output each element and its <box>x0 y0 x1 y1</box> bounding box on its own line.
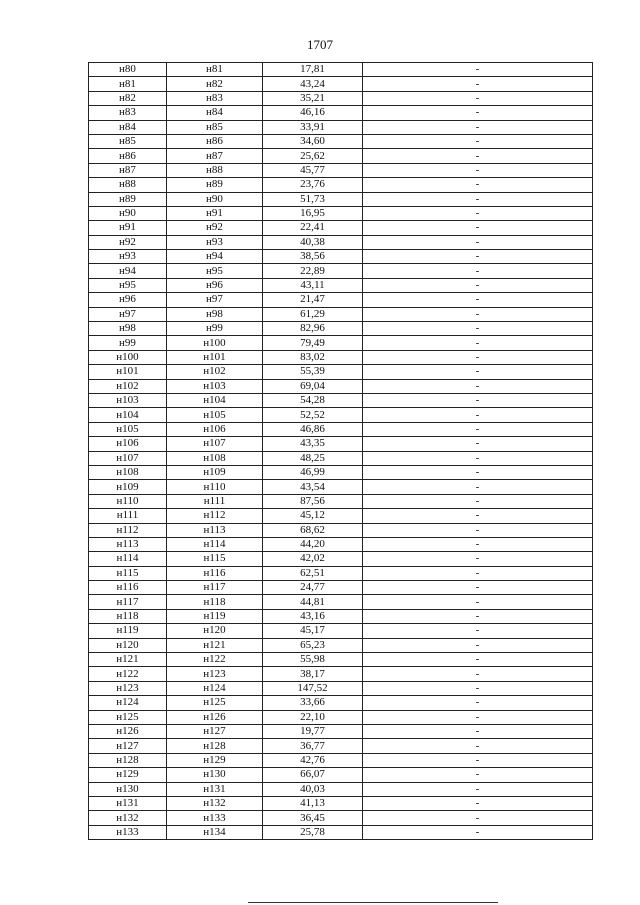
point-from-cell: н120 <box>89 638 167 652</box>
note-cell: - <box>363 63 593 77</box>
point-from-cell: н124 <box>89 696 167 710</box>
point-to-cell: н121 <box>167 638 263 652</box>
note-cell: - <box>363 465 593 479</box>
distance-cell: 46,86 <box>263 422 363 436</box>
note-cell: - <box>363 264 593 278</box>
note-cell: - <box>363 365 593 379</box>
note-cell: - <box>363 796 593 810</box>
distance-cell: 44,20 <box>263 537 363 551</box>
note-cell: - <box>363 667 593 681</box>
point-to-cell: н131 <box>167 782 263 796</box>
table-row <box>89 552 593 566</box>
point-to-cell: н104 <box>167 393 263 407</box>
note-cell: - <box>363 509 593 523</box>
note-cell: - <box>363 120 593 134</box>
table-row <box>89 322 593 336</box>
note-cell: - <box>363 638 593 652</box>
table-row <box>89 379 593 393</box>
point-from-cell: н94 <box>89 264 167 278</box>
note-cell: - <box>363 336 593 350</box>
note-cell: - <box>363 494 593 508</box>
point-to-cell: н125 <box>167 696 263 710</box>
distance-cell: 43,35 <box>263 437 363 451</box>
note-cell: - <box>363 322 593 336</box>
boundary-points-table <box>88 62 593 840</box>
distance-cell: 43,54 <box>263 480 363 494</box>
point-from-cell: н128 <box>89 753 167 767</box>
table-row <box>89 163 593 177</box>
table-row <box>89 120 593 134</box>
distance-cell: 41,13 <box>263 796 363 810</box>
distance-cell: 68,62 <box>263 523 363 537</box>
table-row <box>89 724 593 738</box>
footer-rule <box>248 902 498 903</box>
point-from-cell: н110 <box>89 494 167 508</box>
distance-cell: 66,07 <box>263 768 363 782</box>
point-from-cell: н111 <box>89 509 167 523</box>
point-from-cell: н126 <box>89 724 167 738</box>
table-row <box>89 494 593 508</box>
distance-cell: 21,47 <box>263 293 363 307</box>
note-cell: - <box>363 149 593 163</box>
point-from-cell: н89 <box>89 192 167 206</box>
point-to-cell: н88 <box>167 163 263 177</box>
point-to-cell: н109 <box>167 465 263 479</box>
table-row <box>89 768 593 782</box>
point-to-cell: н108 <box>167 451 263 465</box>
point-from-cell: н122 <box>89 667 167 681</box>
table-row <box>89 782 593 796</box>
table-row <box>89 451 593 465</box>
distance-cell: 22,41 <box>263 221 363 235</box>
note-cell: - <box>363 221 593 235</box>
note-cell: - <box>363 408 593 422</box>
note-cell: - <box>363 566 593 580</box>
point-from-cell: н80 <box>89 63 167 77</box>
table-row <box>89 566 593 580</box>
table-row <box>89 480 593 494</box>
point-to-cell: н99 <box>167 322 263 336</box>
distance-cell: 46,16 <box>263 106 363 120</box>
point-to-cell: н87 <box>167 149 263 163</box>
point-from-cell: н83 <box>89 106 167 120</box>
distance-cell: 40,03 <box>263 782 363 796</box>
point-from-cell: н102 <box>89 379 167 393</box>
point-from-cell: н88 <box>89 178 167 192</box>
table-row <box>89 293 593 307</box>
table-row <box>89 134 593 148</box>
distance-cell: 43,24 <box>263 77 363 91</box>
point-from-cell: н82 <box>89 91 167 105</box>
distance-cell: 52,52 <box>263 408 363 422</box>
point-to-cell: н107 <box>167 437 263 451</box>
distance-cell: 36,77 <box>263 739 363 753</box>
distance-cell: 43,11 <box>263 278 363 292</box>
point-to-cell: н95 <box>167 264 263 278</box>
table-row <box>89 264 593 278</box>
distance-cell: 147,52 <box>263 681 363 695</box>
point-to-cell: н110 <box>167 480 263 494</box>
note-cell: - <box>363 178 593 192</box>
point-to-cell: н89 <box>167 178 263 192</box>
distance-cell: 33,91 <box>263 120 363 134</box>
table-row <box>89 696 593 710</box>
point-to-cell: н91 <box>167 206 263 220</box>
note-cell: - <box>363 106 593 120</box>
note-cell: - <box>363 537 593 551</box>
point-from-cell: н125 <box>89 710 167 724</box>
distance-cell: 45,77 <box>263 163 363 177</box>
point-from-cell: н98 <box>89 322 167 336</box>
table-row <box>89 638 593 652</box>
point-from-cell: н132 <box>89 811 167 825</box>
table-row <box>89 307 593 321</box>
note-cell: - <box>363 91 593 105</box>
point-to-cell: н81 <box>167 63 263 77</box>
note-cell: - <box>363 825 593 839</box>
distance-cell: 45,17 <box>263 624 363 638</box>
point-to-cell: н117 <box>167 581 263 595</box>
table-row <box>89 437 593 451</box>
distance-cell: 17,81 <box>263 63 363 77</box>
note-cell: - <box>363 350 593 364</box>
note-cell: - <box>363 811 593 825</box>
point-from-cell: н84 <box>89 120 167 134</box>
note-cell: - <box>363 134 593 148</box>
distance-cell: 24,77 <box>263 581 363 595</box>
distance-cell: 83,02 <box>263 350 363 364</box>
table-row <box>89 537 593 551</box>
note-cell: - <box>363 523 593 537</box>
point-to-cell: н100 <box>167 336 263 350</box>
distance-cell: 87,56 <box>263 494 363 508</box>
point-from-cell: н117 <box>89 595 167 609</box>
point-to-cell: н134 <box>167 825 263 839</box>
distance-cell: 42,02 <box>263 552 363 566</box>
note-cell: - <box>363 739 593 753</box>
point-from-cell: н85 <box>89 134 167 148</box>
table-row <box>89 106 593 120</box>
table-row <box>89 393 593 407</box>
distance-cell: 51,73 <box>263 192 363 206</box>
note-cell: - <box>363 768 593 782</box>
distance-cell: 38,17 <box>263 667 363 681</box>
point-to-cell: н105 <box>167 408 263 422</box>
point-from-cell: н101 <box>89 365 167 379</box>
distance-cell: 45,12 <box>263 509 363 523</box>
point-to-cell: н130 <box>167 768 263 782</box>
distance-cell: 44,81 <box>263 595 363 609</box>
point-from-cell: н115 <box>89 566 167 580</box>
point-from-cell: н99 <box>89 336 167 350</box>
point-from-cell: н81 <box>89 77 167 91</box>
note-cell: - <box>363 681 593 695</box>
table-row <box>89 278 593 292</box>
point-to-cell: н126 <box>167 710 263 724</box>
table-row <box>89 739 593 753</box>
table-row <box>89 825 593 839</box>
point-from-cell: н87 <box>89 163 167 177</box>
distance-cell: 61,29 <box>263 307 363 321</box>
point-from-cell: н105 <box>89 422 167 436</box>
table-row <box>89 811 593 825</box>
point-from-cell: н129 <box>89 768 167 782</box>
point-to-cell: н113 <box>167 523 263 537</box>
point-from-cell: н96 <box>89 293 167 307</box>
point-from-cell: н121 <box>89 653 167 667</box>
point-from-cell: н123 <box>89 681 167 695</box>
point-from-cell: н90 <box>89 206 167 220</box>
point-to-cell: н93 <box>167 235 263 249</box>
point-from-cell: н118 <box>89 609 167 623</box>
point-to-cell: н101 <box>167 350 263 364</box>
note-cell: - <box>363 250 593 264</box>
point-to-cell: н128 <box>167 739 263 753</box>
note-cell: - <box>363 552 593 566</box>
table-row <box>89 609 593 623</box>
point-from-cell: н104 <box>89 408 167 422</box>
note-cell: - <box>363 451 593 465</box>
point-from-cell: н130 <box>89 782 167 796</box>
point-to-cell: н119 <box>167 609 263 623</box>
point-from-cell: н103 <box>89 393 167 407</box>
distance-cell: 65,23 <box>263 638 363 652</box>
distance-cell: 46,99 <box>263 465 363 479</box>
distance-cell: 55,39 <box>263 365 363 379</box>
distance-cell: 69,04 <box>263 379 363 393</box>
table-row <box>89 681 593 695</box>
point-from-cell: н116 <box>89 581 167 595</box>
point-to-cell: н115 <box>167 552 263 566</box>
point-from-cell: н106 <box>89 437 167 451</box>
point-to-cell: н122 <box>167 653 263 667</box>
point-to-cell: н84 <box>167 106 263 120</box>
table-row <box>89 653 593 667</box>
note-cell: - <box>363 724 593 738</box>
point-from-cell: н92 <box>89 235 167 249</box>
distance-cell: 38,56 <box>263 250 363 264</box>
note-cell: - <box>363 696 593 710</box>
note-cell: - <box>363 609 593 623</box>
point-to-cell: н116 <box>167 566 263 580</box>
point-to-cell: н86 <box>167 134 263 148</box>
distance-cell: 48,25 <box>263 451 363 465</box>
table-row <box>89 796 593 810</box>
table-row <box>89 365 593 379</box>
table-row <box>89 250 593 264</box>
point-to-cell: н124 <box>167 681 263 695</box>
distance-cell: 22,10 <box>263 710 363 724</box>
table-row <box>89 221 593 235</box>
note-cell: - <box>363 753 593 767</box>
distance-cell: 36,45 <box>263 811 363 825</box>
distance-cell: 25,62 <box>263 149 363 163</box>
note-cell: - <box>363 235 593 249</box>
table-row <box>89 149 593 163</box>
table-row <box>89 408 593 422</box>
distance-cell: 82,96 <box>263 322 363 336</box>
point-to-cell: н85 <box>167 120 263 134</box>
note-cell: - <box>363 422 593 436</box>
point-to-cell: н114 <box>167 537 263 551</box>
point-from-cell: н91 <box>89 221 167 235</box>
table-row <box>89 336 593 350</box>
table-body <box>89 63 593 840</box>
distance-cell: 25,78 <box>263 825 363 839</box>
note-cell: - <box>363 293 593 307</box>
point-to-cell: н132 <box>167 796 263 810</box>
note-cell: - <box>363 379 593 393</box>
point-to-cell: н83 <box>167 91 263 105</box>
point-from-cell: н100 <box>89 350 167 364</box>
distance-cell: 54,28 <box>263 393 363 407</box>
point-to-cell: н120 <box>167 624 263 638</box>
point-to-cell: н133 <box>167 811 263 825</box>
point-to-cell: н82 <box>167 77 263 91</box>
point-to-cell: н94 <box>167 250 263 264</box>
distance-cell: 55,98 <box>263 653 363 667</box>
point-from-cell: н86 <box>89 149 167 163</box>
distance-cell: 23,76 <box>263 178 363 192</box>
table-row <box>89 235 593 249</box>
point-from-cell: н114 <box>89 552 167 566</box>
point-to-cell: н112 <box>167 509 263 523</box>
point-from-cell: н95 <box>89 278 167 292</box>
point-to-cell: н97 <box>167 293 263 307</box>
distance-cell: 62,51 <box>263 566 363 580</box>
point-to-cell: н90 <box>167 192 263 206</box>
point-to-cell: н129 <box>167 753 263 767</box>
point-to-cell: н96 <box>167 278 263 292</box>
point-from-cell: н107 <box>89 451 167 465</box>
table-row <box>89 178 593 192</box>
point-from-cell: н113 <box>89 537 167 551</box>
table-row <box>89 206 593 220</box>
note-cell: - <box>363 307 593 321</box>
table-row <box>89 523 593 537</box>
distance-cell: 79,49 <box>263 336 363 350</box>
table-row <box>89 753 593 767</box>
note-cell: - <box>363 192 593 206</box>
note-cell: - <box>363 595 593 609</box>
table-row <box>89 63 593 77</box>
table-row <box>89 350 593 364</box>
table-row <box>89 77 593 91</box>
distance-cell: 22,89 <box>263 264 363 278</box>
point-from-cell: н109 <box>89 480 167 494</box>
note-cell: - <box>363 77 593 91</box>
point-to-cell: н92 <box>167 221 263 235</box>
note-cell: - <box>363 710 593 724</box>
point-from-cell: н108 <box>89 465 167 479</box>
distance-cell: 43,16 <box>263 609 363 623</box>
point-from-cell: н127 <box>89 739 167 753</box>
table-row <box>89 710 593 724</box>
point-to-cell: н127 <box>167 724 263 738</box>
note-cell: - <box>363 278 593 292</box>
point-to-cell: н111 <box>167 494 263 508</box>
distance-cell: 33,66 <box>263 696 363 710</box>
point-from-cell: н133 <box>89 825 167 839</box>
distance-cell: 40,38 <box>263 235 363 249</box>
note-cell: - <box>363 393 593 407</box>
point-to-cell: н118 <box>167 595 263 609</box>
point-to-cell: н98 <box>167 307 263 321</box>
note-cell: - <box>363 437 593 451</box>
note-cell: - <box>363 624 593 638</box>
note-cell: - <box>363 480 593 494</box>
table-row <box>89 667 593 681</box>
note-cell: - <box>363 163 593 177</box>
point-to-cell: н103 <box>167 379 263 393</box>
note-cell: - <box>363 782 593 796</box>
table-row <box>89 595 593 609</box>
note-cell: - <box>363 653 593 667</box>
note-cell: - <box>363 581 593 595</box>
point-to-cell: н102 <box>167 365 263 379</box>
note-cell: - <box>363 206 593 220</box>
table-row <box>89 509 593 523</box>
distance-cell: 19,77 <box>263 724 363 738</box>
distance-cell: 35,21 <box>263 91 363 105</box>
distance-cell: 16,95 <box>263 206 363 220</box>
point-to-cell: н106 <box>167 422 263 436</box>
table-row <box>89 624 593 638</box>
distance-cell: 42,76 <box>263 753 363 767</box>
page-number: 1707 <box>307 37 333 52</box>
point-from-cell: н93 <box>89 250 167 264</box>
point-from-cell: н131 <box>89 796 167 810</box>
table-row <box>89 192 593 206</box>
point-from-cell: н119 <box>89 624 167 638</box>
point-to-cell: н123 <box>167 667 263 681</box>
table-row <box>89 422 593 436</box>
table-row <box>89 465 593 479</box>
table-row <box>89 91 593 105</box>
distance-cell: 34,60 <box>263 134 363 148</box>
point-from-cell: н112 <box>89 523 167 537</box>
table-row <box>89 581 593 595</box>
point-from-cell: н97 <box>89 307 167 321</box>
